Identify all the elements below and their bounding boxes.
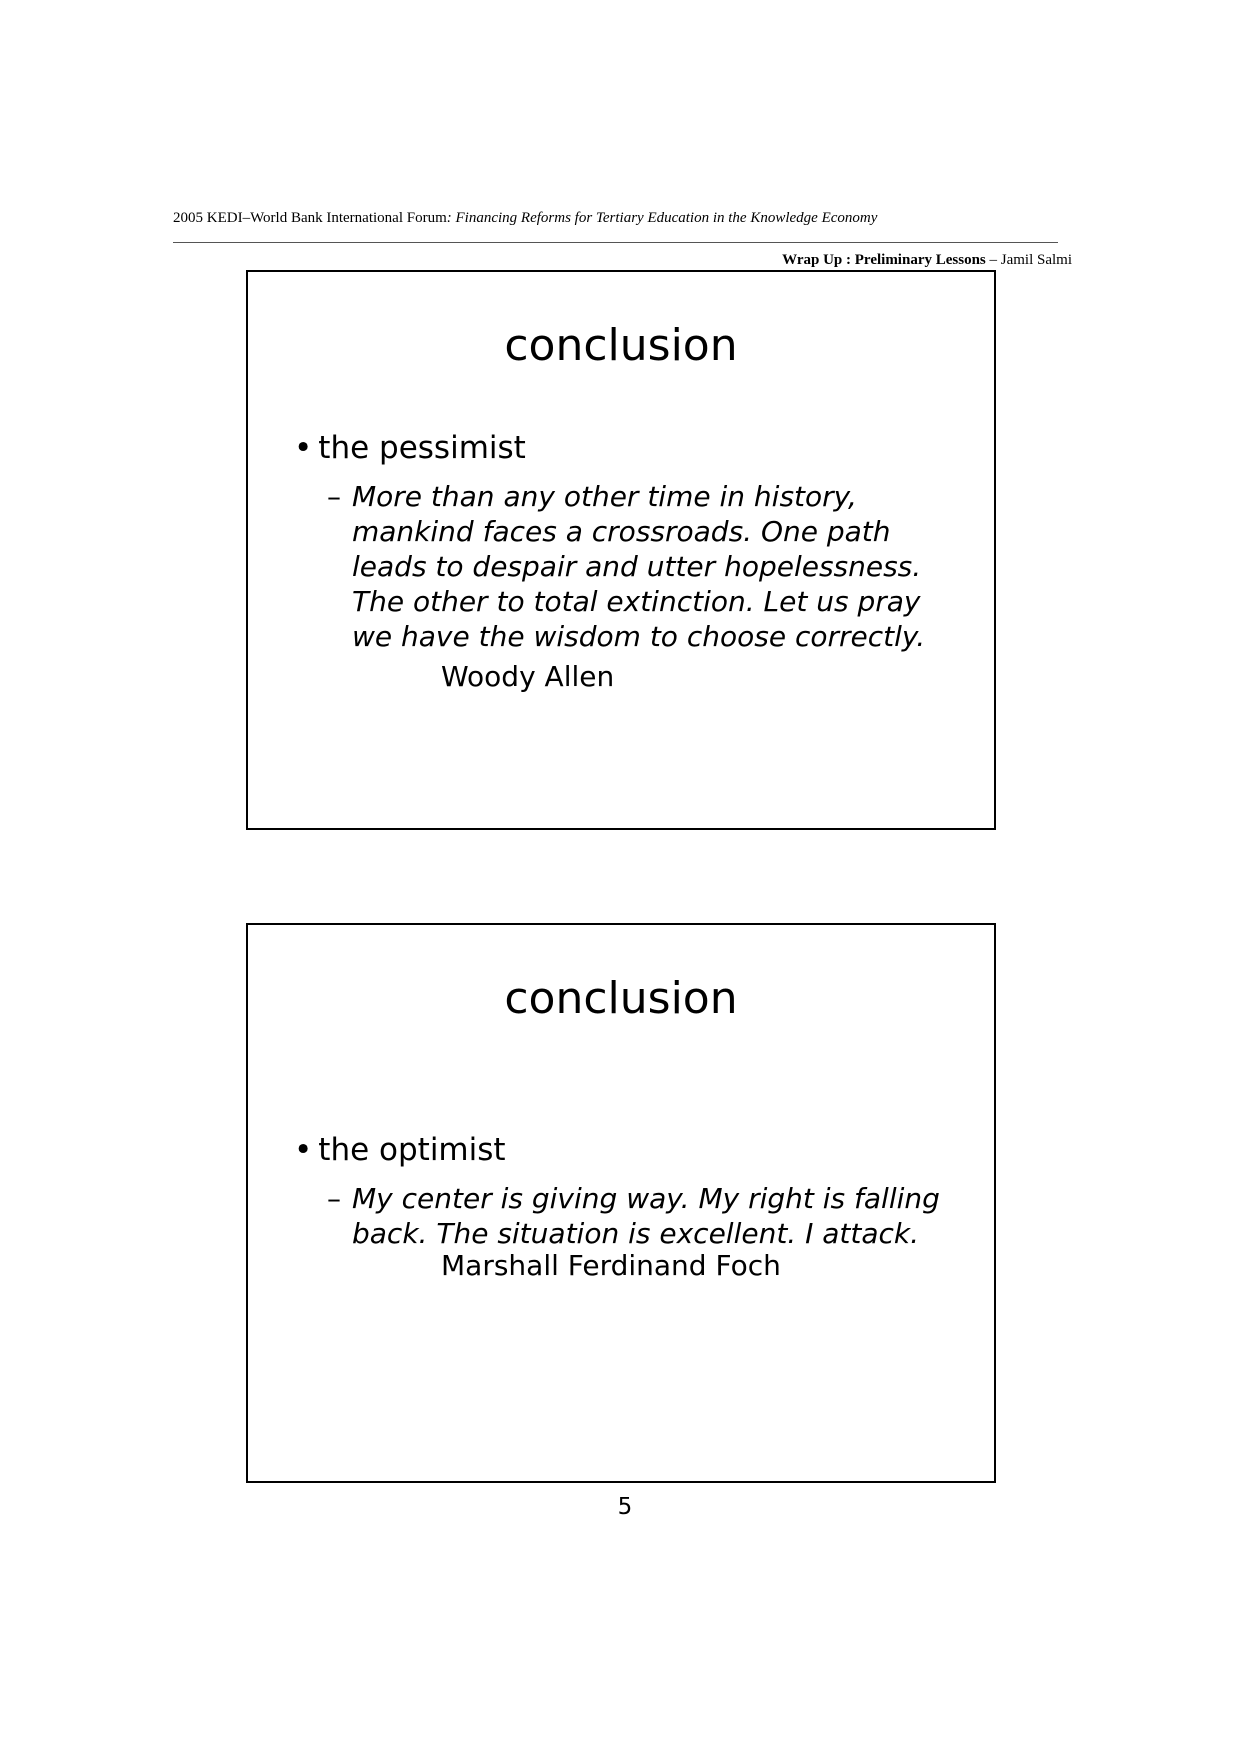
quote-text: More than any other time in history, mankind faces a crossroads. One path leads to despair and utter hopelessness. The other to total extinction. Let us pray we have the wisdom to choose correctly. (352, 480, 926, 653)
section-title: Wrap Up : Preliminary Lessons (782, 252, 986, 268)
forum-name: 2005 KEDI–World Bank International Forum (173, 210, 447, 226)
header-divider (173, 242, 1058, 243)
subheader-separator: – (985, 252, 1001, 268)
quote-dash: – (327, 480, 341, 513)
bullet-text: the pessimist (318, 430, 526, 466)
slide-pessimist (246, 270, 996, 830)
page-number: 5 (617, 1494, 633, 1520)
quote-dash: – (327, 1182, 341, 1215)
slide-bullet (294, 430, 526, 466)
slide-quote (327, 479, 967, 654)
forum-theme: Financing Reforms for Tertiary Education in the Knowledge Economy (455, 210, 878, 226)
quote-attribution: Marshall Ferdinand Foch (441, 1249, 781, 1282)
slide-optimist (246, 923, 996, 1483)
slide-bullet (294, 1132, 506, 1168)
document-header (173, 210, 877, 227)
slide-quote (327, 1181, 967, 1251)
presenter-name: Jamil Salmi (1000, 252, 1072, 268)
bullet-text: the optimist (318, 1132, 506, 1168)
document-subheader (782, 252, 1072, 269)
quote-attribution: Woody Allen (441, 660, 615, 693)
header-separator: : (446, 210, 456, 226)
bullet-marker: • (294, 430, 313, 466)
slide-title: conclusion (504, 973, 738, 1024)
slide-title: conclusion (504, 320, 738, 371)
quote-text: My center is giving way. My right is falling back. The situation is excellent. I attack. (352, 1182, 940, 1250)
bullet-marker: • (294, 1132, 313, 1168)
